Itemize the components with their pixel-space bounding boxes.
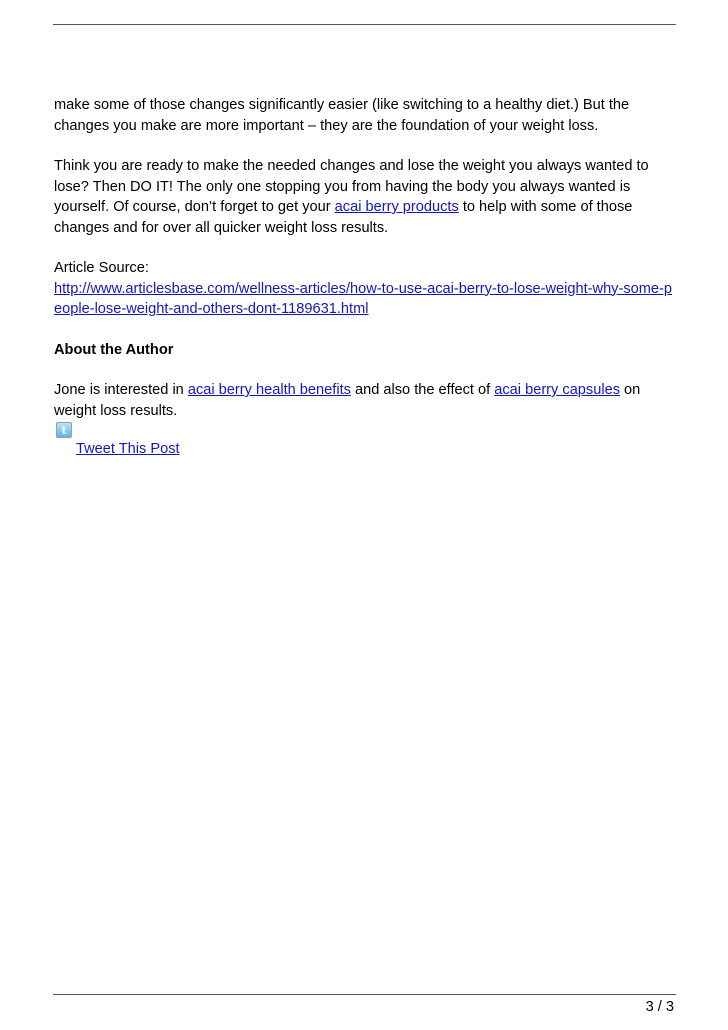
author-bio-text: and also the effect of xyxy=(350,382,495,398)
article-source-label: Article Source: xyxy=(54,260,149,276)
tweet-widget xyxy=(54,422,254,462)
author-bio-text: Jone is interested in xyxy=(54,382,188,398)
paragraph-text: to help with some of those changes and for over all quicker weight loss results. xyxy=(54,199,633,236)
article-source-link[interactable]: http://www.articlesbase.com/wellness-articles/how-to-use-acai-berry-to-lose-weight-why-some-people-lose-weight-and-others-dont-1189631.html xyxy=(54,280,673,317)
acai-berry-capsules-link[interactable]: acai berry capsules xyxy=(494,382,620,398)
paragraph-text: make some of those changes significantly easier (like switching to a healthy diet.) But the changes you make are more important – they are the foundation of your weight loss. xyxy=(54,97,630,134)
article-source xyxy=(54,258,676,320)
acai-berry-products-link[interactable]: acai berry products xyxy=(334,199,459,215)
header-rule xyxy=(53,24,676,25)
about-author-heading: About the Author xyxy=(54,341,174,358)
twitter-bird-icon[interactable]: t xyxy=(56,422,72,438)
acai-berry-health-benefits-link[interactable]: acai berry health benefits xyxy=(187,382,351,398)
author-bio xyxy=(54,380,676,421)
paragraph-call-to-action xyxy=(54,156,676,238)
tweet-this-post-link[interactable]: Tweet This Post xyxy=(76,441,180,457)
page-number: 3 / 3 xyxy=(645,999,674,1015)
paragraph-text: Think you are ready to make the needed changes and lose the weight you always wanted to lose? Then DO IT! The only one stopping you from having the body you always wanted is yourself. Of course, don’t forget to get your xyxy=(54,158,649,215)
footer-rule xyxy=(53,994,676,995)
author-bio-text: on weight loss results. xyxy=(54,382,641,419)
paragraph-changes xyxy=(54,95,676,136)
article-body xyxy=(54,95,676,441)
